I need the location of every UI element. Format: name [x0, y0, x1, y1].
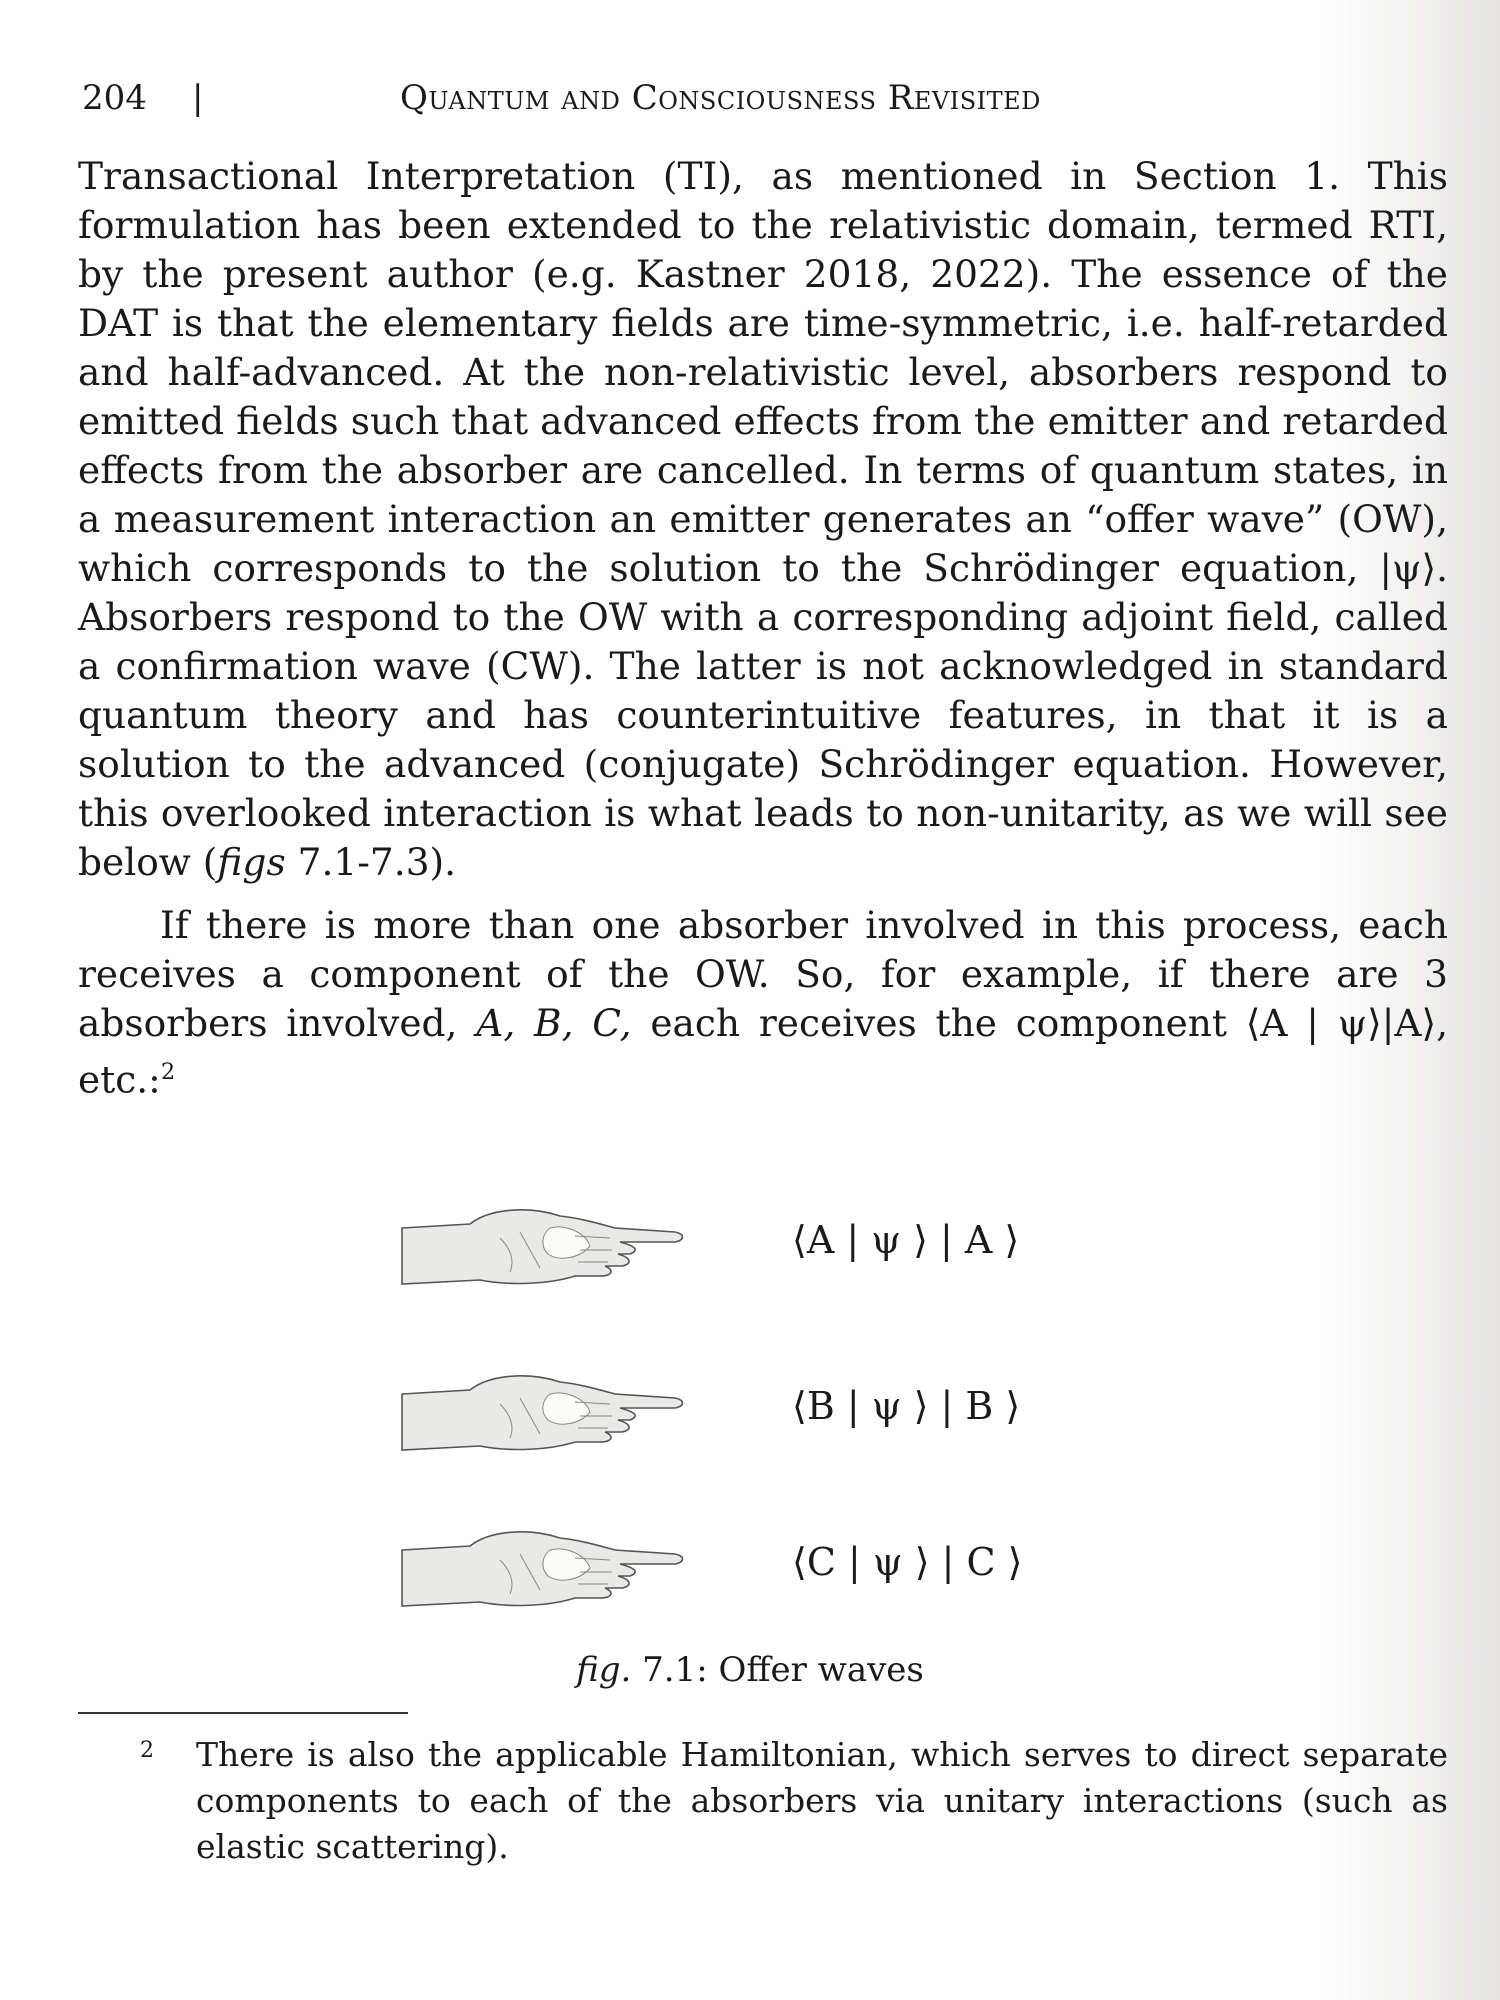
caption-label: fig.	[576, 1650, 632, 1690]
psi-ket: |ψ⟩	[1379, 546, 1437, 590]
figure-caption	[0, 1650, 1500, 1690]
figure-row-a	[380, 1188, 1100, 1308]
paragraph-1	[78, 152, 1448, 887]
paragraph-1-text-a: Transactional Interpretation (TI), as mentioned in Section 1. This formulation has been extended to the relativistic domain, termed RTI, by the present author (e.g. Kastner 2018, 2022). The essence of the DAT is that the elementary fields are time-symmetric, i.e. half-retarded and half-advanced. At the non-relativistic level, absorbers respond to emitted fields such that advanced effects from the emitter and retarded effects from the absorber are cancelled. In terms of quantum states, in a measurement interaction an emitter generates an “offer wave” (OW), which corresponds to the solution to the Schrödinger equation,	[78, 154, 1448, 590]
footnote-text: There is also the applicable Hamiltonian, which serves to direct separate components to each of the absorbers via unitary interactions (such as elastic scattering).	[196, 1735, 1448, 1866]
figure-row-b	[380, 1354, 1100, 1474]
paragraph-2-text-b: each receives the component	[650, 1001, 1228, 1045]
component-expression: ⟨A | ψ⟩|A⟩	[1245, 1001, 1437, 1045]
header-separator: |	[192, 78, 204, 118]
etc-text: , etc.:	[78, 1001, 1449, 1102]
footnote-divider	[78, 1712, 408, 1714]
figs-word: figs	[217, 840, 286, 884]
hand-icon	[400, 1188, 700, 1308]
running-title: Quantum and Consciousness Revisited	[400, 78, 1041, 118]
figure-row-c	[380, 1510, 1100, 1630]
page-header	[82, 72, 1402, 122]
figure-offer-waves	[380, 1188, 1100, 1668]
figure-label-a: ⟨A | ψ ⟩ | A ⟩	[792, 1218, 1020, 1262]
figs-reference: 7.1-7.3).	[285, 840, 457, 884]
figure-label-b: ⟨B | ψ ⟩ | B ⟩	[792, 1384, 1021, 1428]
page-number: 204	[82, 78, 147, 118]
footnote-reference: 2	[160, 1059, 176, 1085]
figure-label-c: ⟨C | ψ ⟩ | C ⟩	[792, 1540, 1023, 1584]
paragraph-2	[78, 901, 1448, 1105]
body-text	[78, 152, 1448, 1105]
paragraph-1-text-b: . Absorbers respond to the OW with a corresponding adjoint field, called a confirmation wave (CW). The latter is not acknowledged in standard quantum theory and has counterintuitive features, in that it is a solution to the advanced (conjugate) Schrödinger equation. However, this overlooked interaction is what leads to non-unitarity, as we will see below (	[78, 546, 1448, 884]
caption-text: 7.1: Offer waves	[631, 1650, 924, 1690]
paragraph-2-text-a: If there is more than one absorber involved in this process, each receives a component of the OW. So, for example, if there are 3 absorbers involved,	[78, 903, 1448, 1045]
footnote-marker: 2	[140, 1738, 154, 1763]
absorber-names: A, B, C,	[476, 1001, 632, 1045]
hand-icon	[400, 1510, 700, 1630]
hand-icon	[400, 1354, 700, 1474]
